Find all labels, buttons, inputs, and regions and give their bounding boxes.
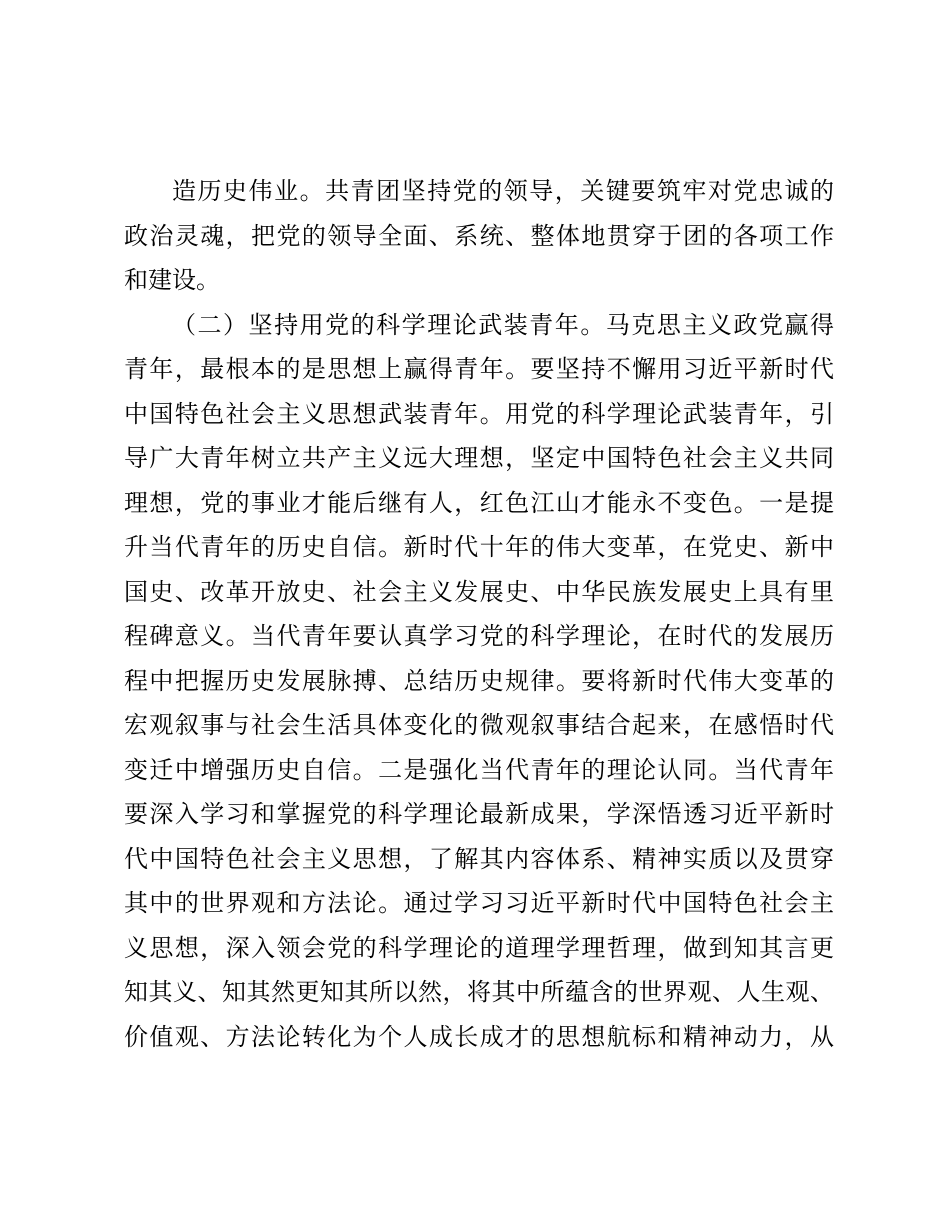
- text-line: 中国特色社会主义思想武装青年。用党的科学理论武装青年，引: [124, 399, 834, 428]
- text-line: 价值观、方法论转化为个人成长成才的思想航标和精神动力，从: [124, 1022, 834, 1051]
- text-line: 宏观叙事与社会生活具体变化的微观叙事结合起来，在感悟时代: [124, 711, 834, 739]
- text-line: 青年，最根本的是思想上赢得青年。要坚持不懈用习近平新时代: [124, 355, 834, 383]
- text-line: 要深入学习和掌握党的科学理论最新成果，学深悟透习近平新时: [124, 800, 834, 828]
- text-line: 其中的世界观和方法论。通过学习习近平新时代中国特色社会主: [124, 889, 834, 917]
- text-line: 知其义、知其然更知其所以然，将其中所蕴含的世界观、人生观、: [124, 978, 834, 1006]
- text-line: 义思想，深入领会党的科学理论的道理学理哲理，做到知其言更: [124, 933, 834, 962]
- text-line: 程碑意义。当代青年要认真学习党的科学理论，在时代的发展历: [124, 622, 834, 650]
- text-line: （二）坚持用党的科学理论武装青年。马克思主义政党赢得: [172, 310, 834, 339]
- text-line: 导广大青年树立共产主义远大理想，坚定中国特色社会主义共同: [124, 444, 834, 472]
- body-text: [124, 169, 834, 1059]
- text-line: 代中国特色社会主义思想，了解其内容体系、精神实质以及贯穿: [124, 844, 834, 873]
- text-line: 变迁中增强历史自信。二是强化当代青年的理论认同。当代青年: [124, 755, 834, 784]
- text-line: 升当代青年的历史自信。新时代十年的伟大变革，在党史、新中: [124, 533, 834, 561]
- text-line: 造历史伟业。共青团坚持党的领导，关键要筑牢对党忠诚的: [172, 177, 834, 205]
- text-line: 国史、改革开放史、社会主义发展史、中华民族发展史上具有里: [124, 577, 834, 606]
- text-line: 程中把握历史发展脉搏、总结历史规律。要将新时代伟大变革的: [124, 666, 834, 695]
- text-line: 政治灵魂，把党的领导全面、系统、整体地贯穿于团的各项工作: [124, 221, 834, 250]
- text-line: 和建设。: [124, 266, 220, 294]
- text-line: 理想，党的事业才能后继有人，红色江山才能永不变色。一是提: [124, 488, 834, 517]
